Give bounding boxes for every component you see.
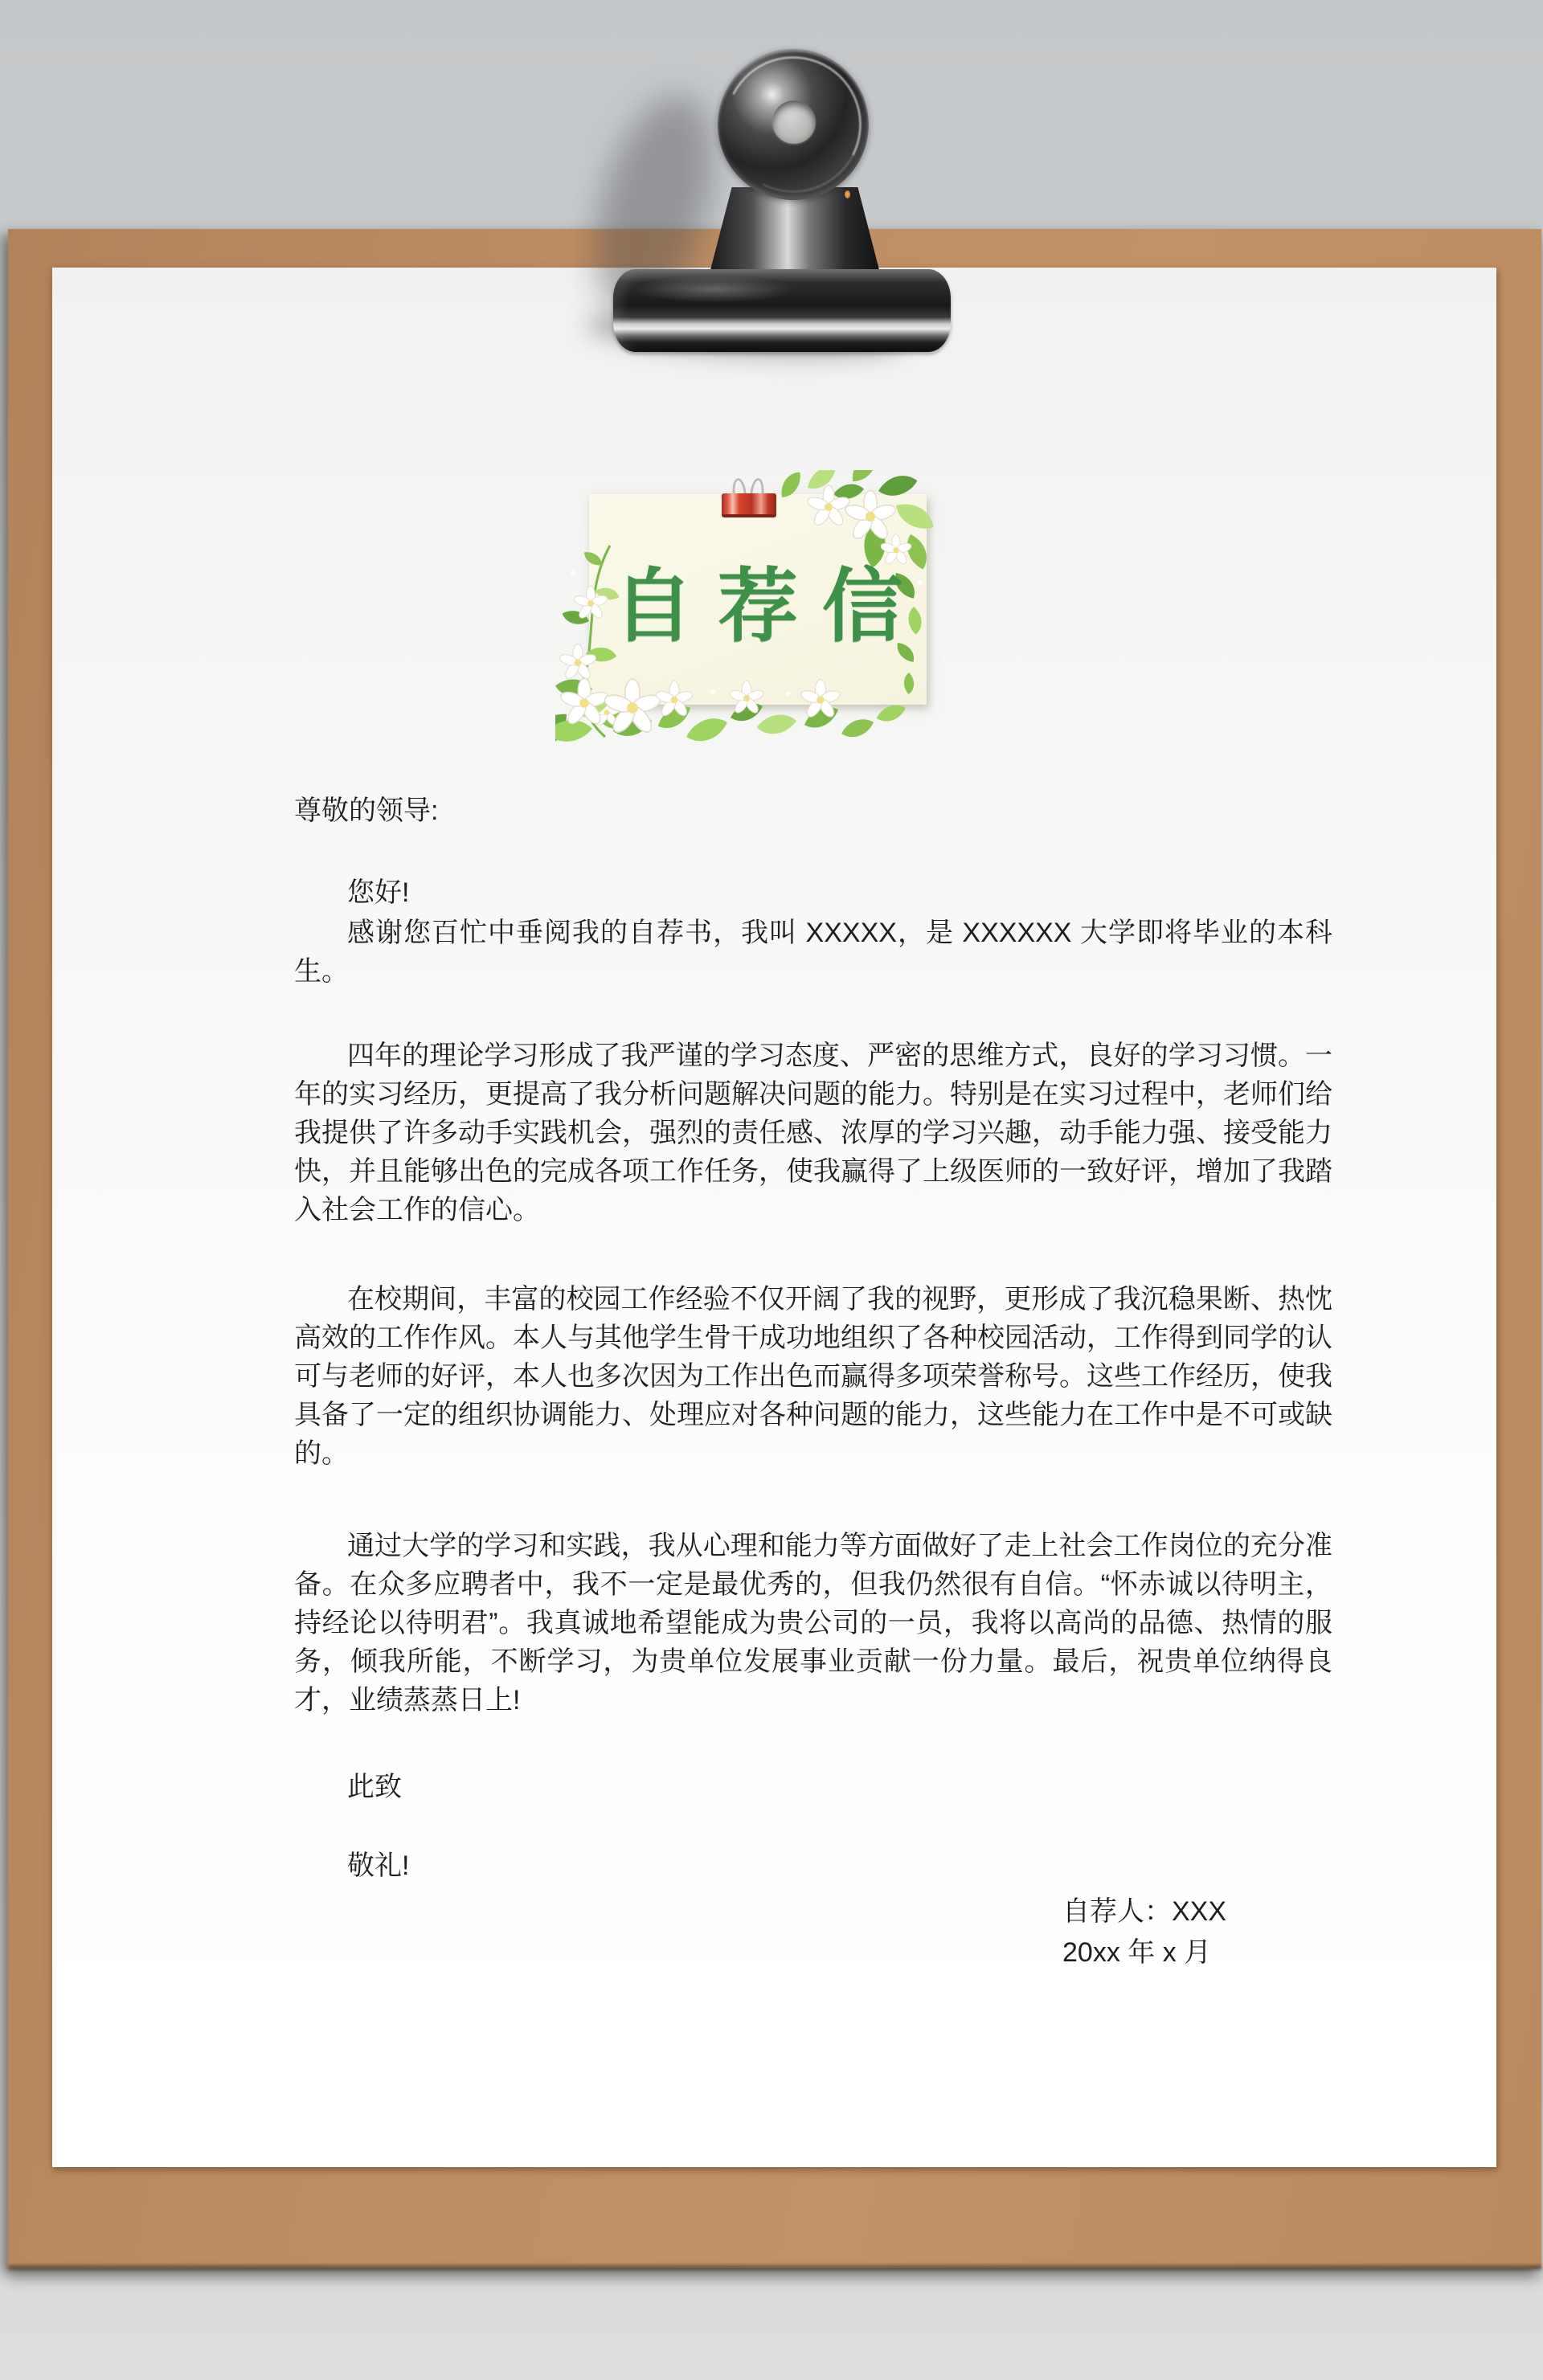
title-banner: [589, 494, 927, 705]
banner-title: 自荐信: [613, 562, 927, 652]
greeting: 您好!: [347, 877, 410, 908]
letter-body: [294, 791, 1332, 1973]
date-line: 20xx 年 x 月: [1062, 1937, 1212, 1968]
paragraph: 四年的理论学习形成了我严谨的学习态度、严密的思维方式，良好的学习习惯。一年的实习经历，更提高了我分析问题解决问题的能力。特别是在实习过程中，老师们给我提供了许多动手实践机会，强烈的责任感、浓厚的学习兴趣，动手能力强、接受能力快，并且能够出色的完成各项工作任务，使我赢得了上级医师的一致好评，增加了我踏入社会工作的信心。: [294, 1041, 1332, 1225]
clip-hole: [772, 100, 816, 144]
salutation: 尊敬的领导:: [294, 795, 439, 826]
clip-glint: [845, 190, 850, 198]
letter-paper: [52, 268, 1496, 2167]
binder-clip-icon: [599, 28, 976, 366]
signer-line: 自荐人：XXX: [1062, 1896, 1227, 1927]
signature-block: [1062, 1891, 1332, 1973]
clip-jaw-bar: [613, 269, 951, 352]
closing-cizhi: 此致: [347, 1772, 402, 1802]
intro-line: 感谢您百忙中垂阅我的自荐书，我叫 XXXXX，是 XXXXXX 大学即将毕业的本科生。: [294, 918, 1332, 987]
clip-spring-coil: [718, 49, 869, 200]
paragraph: 通过大学的学习和实践，我从心理和能力等方面做好了走上社会工作岗位的充分准备。在众多应聘者中，我不一定是最优秀的，但我仍然很有自信。“怀赤诚以待明主，持经论以待明君”。我真诚地希望能成为贵公司的一员，我将以高尚的品德、热情的服务，倾我所能，不断学习，为贵单位发展事业贡献一份力量。最后，祝贵单位纳得良才，业绩蒸蒸日上!: [294, 1531, 1332, 1715]
closing-jingli: 敬礼!: [347, 1850, 410, 1881]
paragraph: 在校期间，丰富的校园工作经验不仅开阔了我的视野，更形成了我沉稳果断、热忱高效的工作作风。本人与其他学生骨干成功地组织了各种校园活动，工作得到同学的认可与老师的好评，本人也多次因为工作出色而赢得多项荣誉称号。这些工作经历，使我具备了一定的组织协调能力、处理应对各种问题的能力，这些能力在工作中是不可或缺的。: [294, 1284, 1332, 1469]
